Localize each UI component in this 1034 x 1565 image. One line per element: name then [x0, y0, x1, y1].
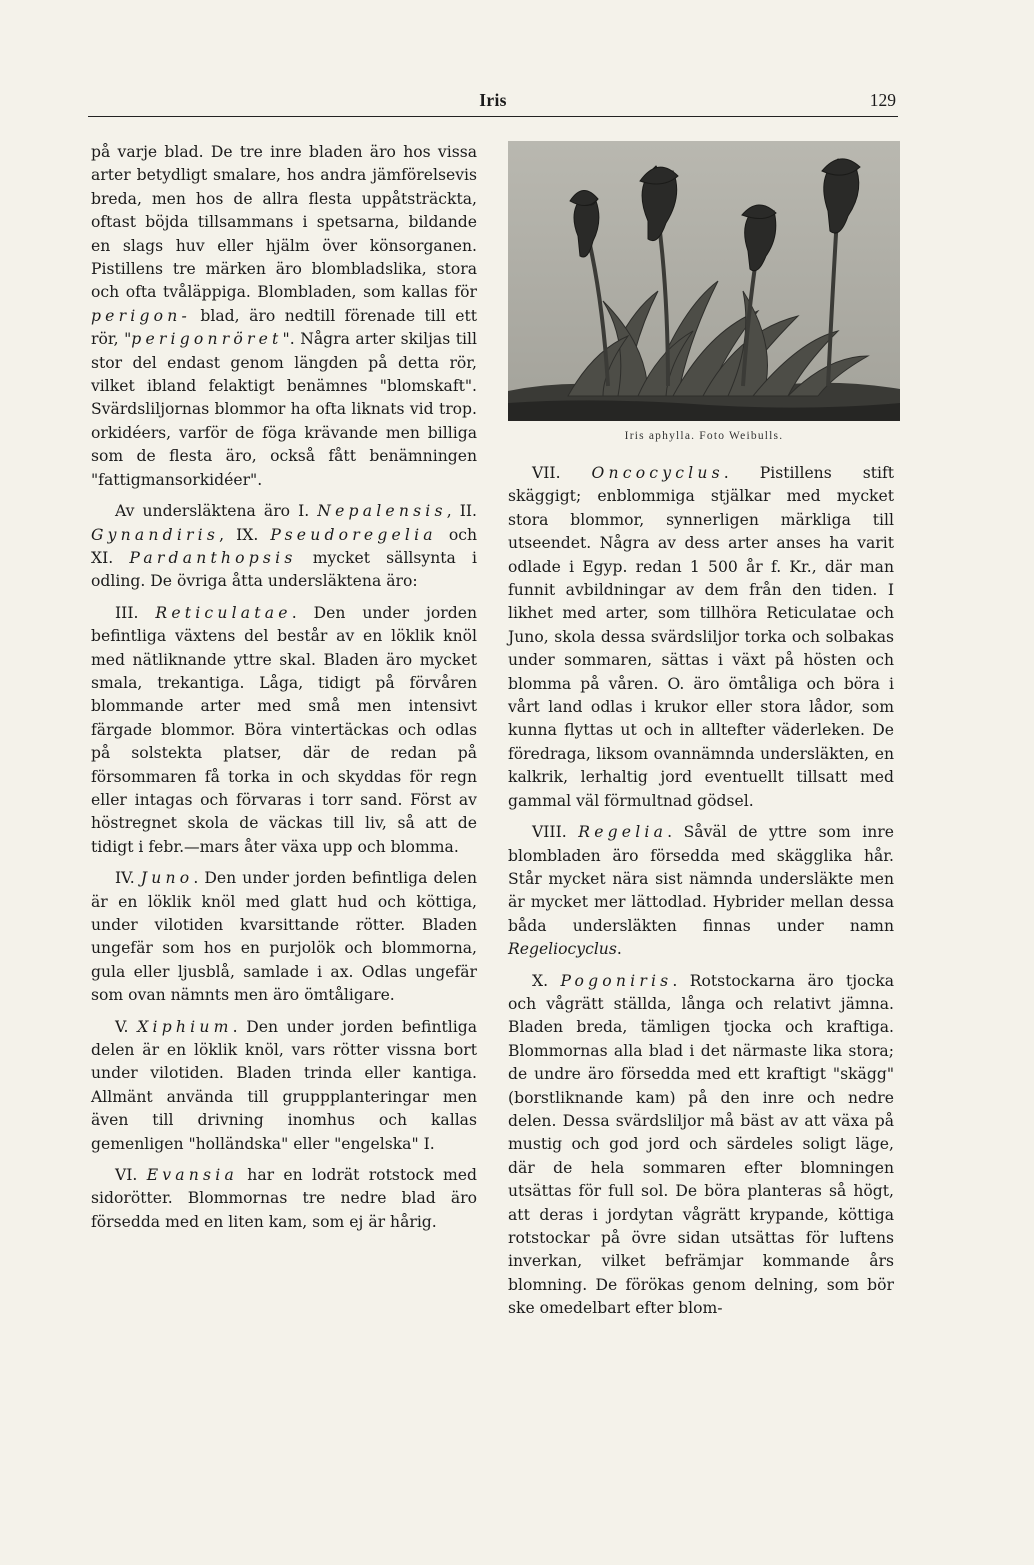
running-header [88, 88, 898, 117]
paragraph: IV. Juno. Den under jorden befintliga delen är en löklik knöl med glatt hud och köttiga, under vilotiden kvarsittande rötter. Bladen ungefär som hos en purjolök och blommorna, gula eller ljusblå, samlade i ax. Odlas ungefär som ovan nämnts men äro ömtåligare. [91, 869, 477, 1005]
paragraph: på varje blad. De tre inre bladen äro hos vissa arter betydligt smalare, hos andra jämförelsevis breda, men hos de allra flesta uppåtsträckta, oftast böjda tillsammans i spetsarna, bildande en slags huv eller hjälm över könsorganen. Pistillens tre märken äro blombladslika, stora och ofta tvåläppiga. Blombladen, som kallas för perigon- blad, äro nedtill förenade till ett rör, "perigonröret". Några arter skiljas till stor del endast genom längden på detta rör, vilket ibland felaktigt benämnes "blomskaft". Svärdsliljornas blommor ha ofta liknats vid trop. orkidéers, varför de föga krävande men billiga som de flesta äro, också fått benämningen "fattigmansorkidéer". [91, 143, 478, 489]
iris-plant-illustration [508, 141, 900, 421]
page-number: 129 [869, 90, 896, 110]
header-title: Iris [479, 90, 507, 110]
right-column [508, 462, 894, 1329]
figure-caption: Iris aphylla. Foto Weibulls. [624, 430, 784, 442]
paragraph: Av undersläktena äro I. Nepalensis, II. Gynandiris, IX. Pseudoregelia och XI. Pardanthopsis mycket sällsynta i odling. De övriga åtta undersläktena äro: [91, 502, 477, 591]
paragraph: VII. Oncocyclus. Pistillens stift skäggigt; enblommiga stjälkar med mycket stora blommor, synnerligen märkliga till utseendet. Några av dess arter anses ha varit odlade i Egyp. redan 1 500 år f. Kr., där man funnit avbildningar av dem från den tiden. I likhet med arter, som tillhöra Reticulatae och Juno, skola dessa svärdsliljor torka och solbakas under sommaren, sättas i växt på hösten och blomma på våren. O. äro ömtåliga och böra i vårt land odlas i krukor eller stora lådor, som kunna flyttas ut och in alltefter väderleken. De föredraga, liksom ovannämnda undersläkten, en kalkrik, lerhaltig jord eventuellt tillsatt med gammal väl förmultnad gödsel. [508, 464, 894, 810]
paragraph: VIII. Regelia. Såväl de yttre som inre blombladen äro försedda med skägglika hår. Står mycket nära sist nämnda undersläkte men är mycket mer lättodlad. Hybrider mellan dessa båda undersläkten finnas under namn Regeliocyclus. [508, 823, 894, 959]
paragraph: III. Reticulatae. Den under jorden befintliga växtens del består av en löklik knöl med nätliknande yttre skal. Bladen äro mycket smala, trekantiga. Låga, tidigt på förvåren blommande arter med små men intensivt färgade blommor. Böra vintertäckas och odlas på solstekta platser, där de redan på försommaren få torka in och skyddas för regn eller intagas och förvaras i torr sand. Först av höstregnet skola de väckas till liv, så att de tidigt i febr.—mars åter växa upp och blomma. [91, 603, 477, 856]
paragraph: VI. Evansia har en lodrät rotstock med sidorötter. Blommornas tre nedre blad äro försedda med en liten kam, som ej är hårig. [91, 1166, 477, 1231]
paragraph: V. Xiphium. Den under jorden befintliga delen är en löklik knöl, vars rötter vissna bort under vilotiden. Bladen trinda eller kantiga. Allmänt använda till gruppplanteringar men även till drivning inomhus och kallas gemenligen "holländska" eller "engelska" I. [91, 1017, 478, 1153]
paragraph: X. Pogoniris. Rotstockarna äro tjocka och vågrätt ställda, långa och relativt jämna. Bladen breda, tämligen tjocka och kraftiga. Blommornas alla blad i det närmaste lika stora; de undre äro försedda med ett kraftigt "skägg" (borstliknande kam) på den inre och nedre delen. Dessa svärdsliljor må bäst av att växa på mustig och god jord och särdeles soligt läge, där de hela sommaren efter blomningen utsättas för full sol. De böra planteras så högt, att deras i jordytan vågrätt krypande, köttiga rotstockar på övre sidan utsättas för luftens inverkan, vilket befrämjar kommande års blomning. De förökas genom delning, som bör ske omedelbart efter blom- [508, 971, 894, 1318]
left-column [91, 141, 477, 1242]
iris-photograph [508, 141, 900, 421]
